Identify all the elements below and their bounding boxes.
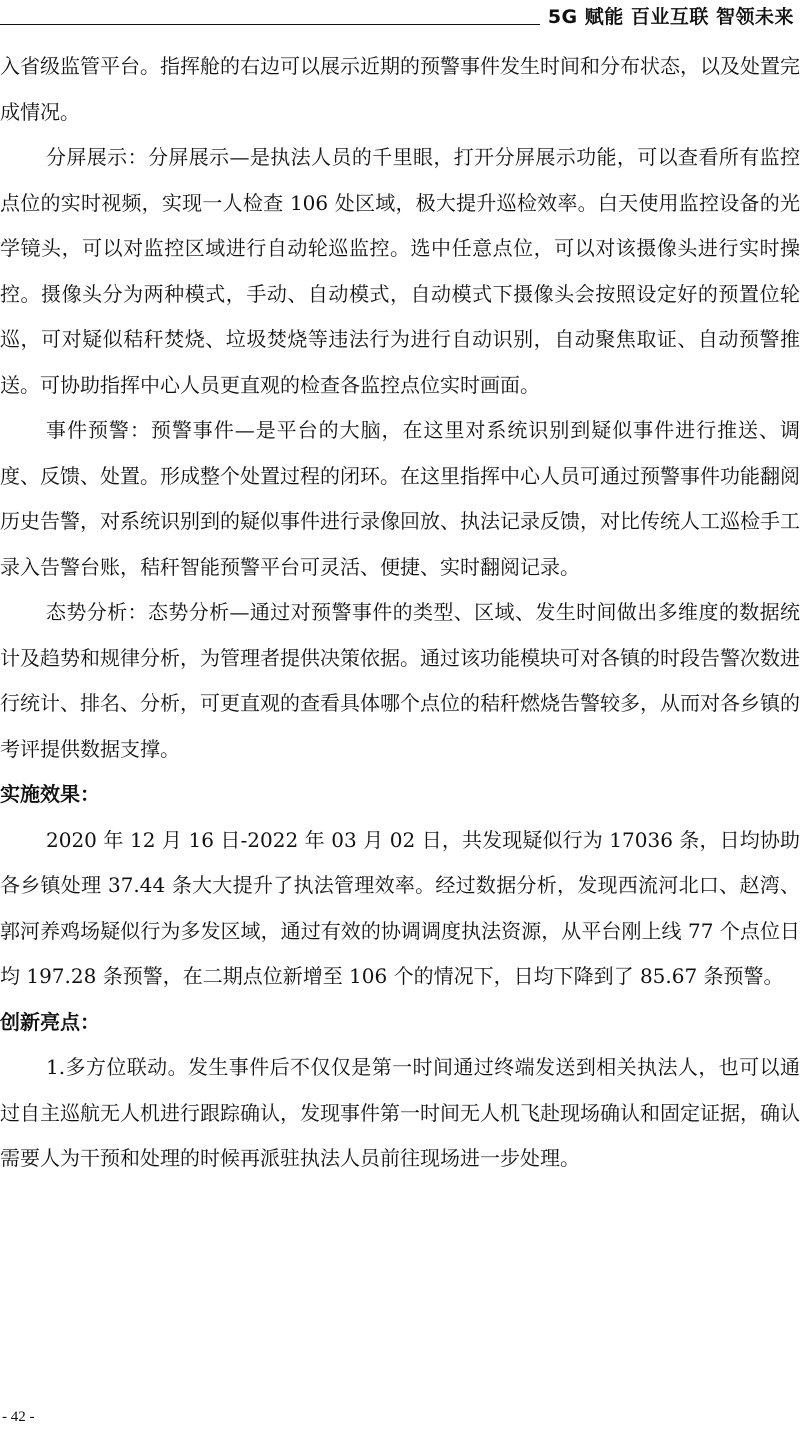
page-header [0,0,800,30]
header-slogan: 5G 赋能 百业互联 智领未来 [547,6,794,28]
paragraph-continued: 入省级监管平台。指挥舱的右边可以展示近期的预警事件发生时间和分布状态，以及处置完成情况。 [0,54,800,124]
paragraph-situation-analysis: 态势分析：态势分析—通过对预警事件的类型、区域、发生时间做出多维度的数据统计及趋势和规律分析，为管理者提供决策依据。通过该功能模块可对各镇的时段告警次数进行统计、排名、分析，可更直观的查看具体哪个点位的秸秆燃烧告警较多，从而对各乡镇的考评提供数据支撑。 [0,600,800,761]
paragraph-multi-linkage: 1.多方位联动。发生事件后不仅仅是第一时间通过终端发送到相关执法人，也可以通过自主巡航无人机进行跟踪确认，发现事件第一时间无人机飞赴现场确认和固定证据，确认需要人为干预和处理的时候再派驻执法人员前往现场进一步处理。 [0,1055,800,1170]
header-rule [0,24,540,25]
page-number: - 42 - [2,1409,35,1425]
paragraph-implementation-effect: 2020 年 12 月 16 日-2022 年 03 月 02 日，共发现疑似行为 17036 条，日均协助各乡镇处理 37.44 条大大提升了执法管理效率。经过数据分析，发现西流河北口、赵湾、郭河养鸡场疑似行为多发区域，通过有效的协调调度执法资源，从平台刚上线 77 个点位日均 197.28 条预警，在二期点位新增至 106 个的情况下，日均下降到了 85.67 条预警。 [0,827,800,988]
heading-innovation-highlights: 创新亮点： [0,1009,100,1034]
heading-implementation-effect: 实施效果： [0,782,100,806]
paragraph-split-screen: 分屏展示：分屏展示—是执法人员的千里眼，打开分屏展示功能，可以查看所有监控点位的实时视频，实现一人检查 106 处区域，极大提升巡检效率。白天使用监控设备的光学镜头，可以对监控区域进行自动轮巡监控。选中任意点位，可以对该摄像头进行实时操控。摄像头分为两种模式，手动、自动模式，自动模式下摄像头会按照设定好的预置位轮巡，可对疑似秸秆焚烧、垃圾焚烧等违法行为进行自动识别，自动聚焦取证、自动预警推送。可协助指挥中心人员更直观的检查各监控点位实时画面。 [0,145,800,397]
paragraph-event-alert: 事件预警：预警事件—是平台的大脑，在这里对系统识别到疑似事件进行推送、调度、反馈、处置。形成整个处置过程的闭环。在这里指挥中心人员可通过预警事件功能翻阅历史告警，对系统识别到的疑似事件进行录像回放、执法记录反馈，对比传统人工巡检手工录入告警台账，秸秆智能预警平台可灵活、便捷、实时翻阅记录。 [0,418,800,579]
document-body [0,44,800,1182]
